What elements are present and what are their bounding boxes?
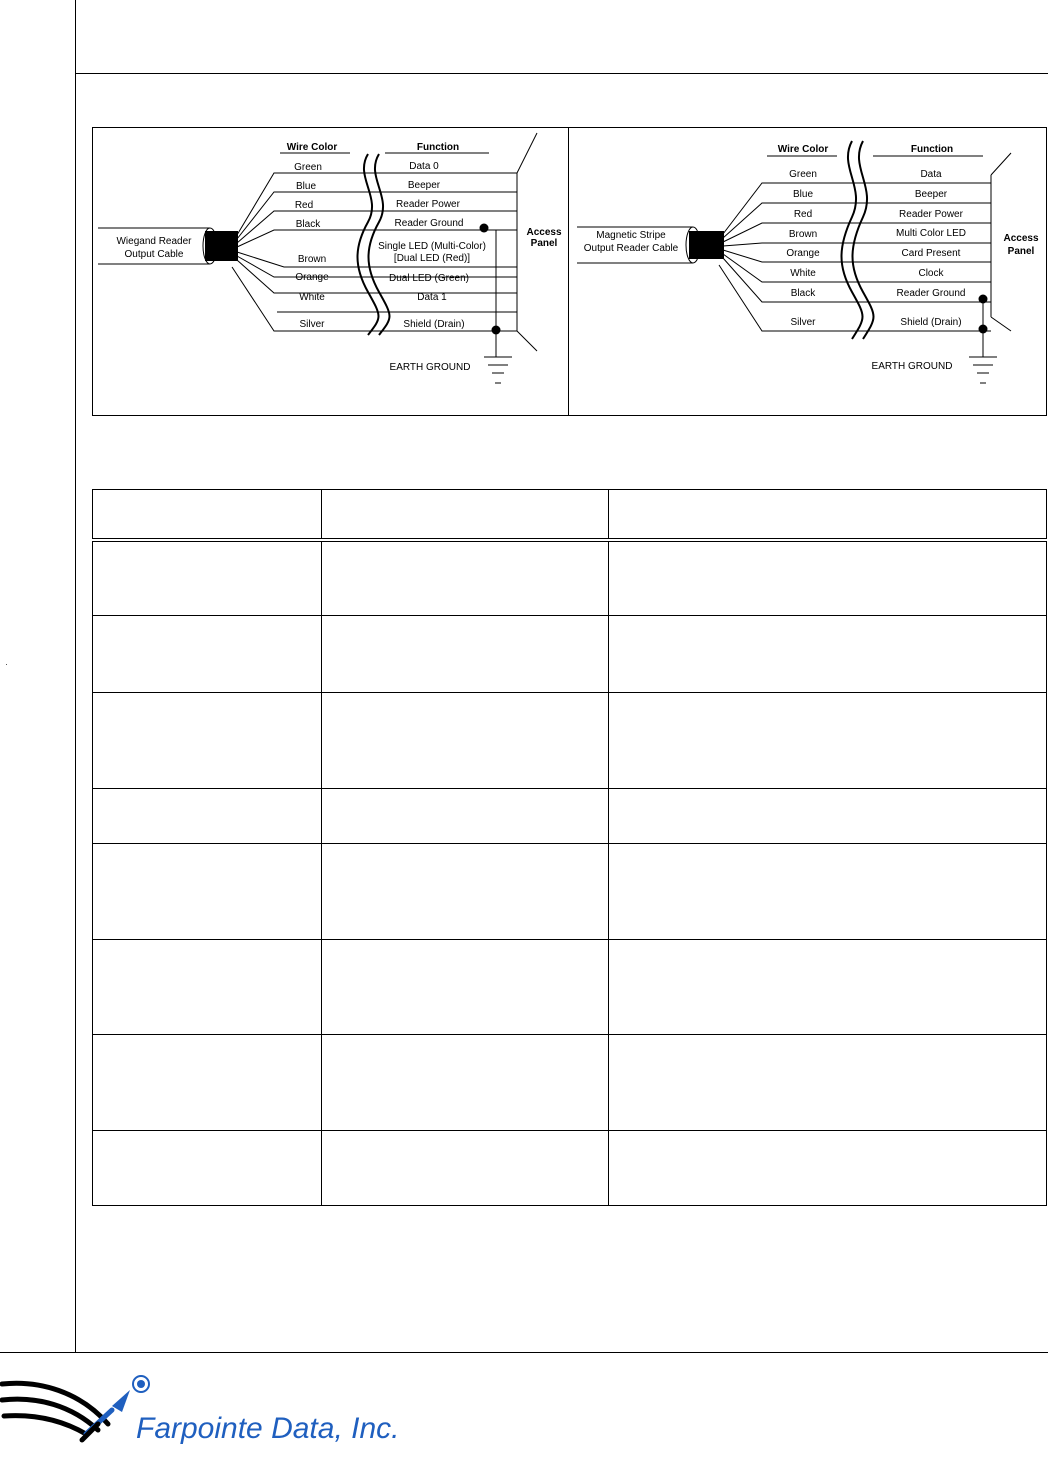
wire-color-label: Blue <box>295 181 317 192</box>
function-label: Card Present <box>901 248 961 259</box>
wiegand-wiring-diagram <box>92 127 568 416</box>
table-cell <box>322 540 609 615</box>
table-cell <box>322 843 609 939</box>
table-row <box>93 692 1047 788</box>
table-row <box>93 939 1047 1034</box>
table-cell <box>93 1130 322 1205</box>
function-label: Reader Ground <box>896 288 966 299</box>
wire-color-label: Blue <box>792 189 814 200</box>
table-cell <box>93 540 322 615</box>
magstripe-wiring-diagram <box>569 127 1047 416</box>
table-cell <box>322 1130 609 1205</box>
table-cell <box>609 1034 1047 1130</box>
table-header-cell <box>609 490 1047 541</box>
earth-ground-label: EARTH GROUND <box>389 362 471 373</box>
function-label: Data 0 <box>409 161 439 172</box>
cable-label: Magnetic Stripe <box>596 230 666 241</box>
table-header-cell <box>93 490 322 541</box>
wire-color-label: Green <box>789 169 817 180</box>
function-label: Data 1 <box>417 292 447 303</box>
header-wire-color: Wire Color <box>777 144 829 155</box>
header-function: Function <box>416 142 460 153</box>
wire-color-label: Brown <box>297 254 327 265</box>
header-rule <box>75 73 1048 74</box>
company-name: Farpointe Data, Inc. <box>136 1412 400 1445</box>
table-cell <box>609 843 1047 939</box>
company-logo <box>0 1362 420 1452</box>
function-label: Shield (Drain) <box>403 319 465 330</box>
wire-color-label: Red <box>793 209 813 220</box>
table-cell <box>322 1034 609 1130</box>
footer-rule <box>0 1352 1048 1353</box>
panel-label: Panel <box>1007 246 1035 257</box>
wire-color-label: Black <box>790 288 816 299</box>
function-label: Multi Color LED <box>895 228 967 239</box>
panel-label: Access <box>526 227 562 238</box>
function-label: Beeper <box>407 180 441 191</box>
wire-table <box>92 489 1047 1206</box>
table-cell <box>609 788 1047 843</box>
table-cell <box>322 939 609 1034</box>
function-label: Beeper <box>914 189 948 200</box>
table-cell <box>93 843 322 939</box>
cable-label: Output Reader Cable <box>583 243 679 254</box>
table-cell <box>93 615 322 692</box>
function-label: Data <box>920 169 942 180</box>
table-header-cell <box>322 490 609 541</box>
wire-color-label: White <box>790 268 816 279</box>
left-margin-rule <box>75 0 76 1352</box>
margin-mark <box>6 664 7 665</box>
table-cell <box>609 1130 1047 1205</box>
function-label: Reader Power <box>899 209 963 220</box>
panel-label: Access <box>1003 233 1039 244</box>
cable-label: Output Cable <box>124 249 184 260</box>
table-cell <box>93 788 322 843</box>
function-label: Shield (Drain) <box>900 317 962 328</box>
table-cell <box>609 615 1047 692</box>
table-cell <box>609 540 1047 615</box>
wire-color-label: Silver <box>299 319 325 330</box>
table-cell <box>322 788 609 843</box>
table-row <box>93 540 1047 615</box>
table-header-row <box>93 490 1047 541</box>
cable-label: Wiegand Reader <box>116 236 192 247</box>
wire-color-label: Green <box>294 162 322 173</box>
table-cell <box>322 692 609 788</box>
wire-color-label: Orange <box>786 248 820 259</box>
wire-color-label: Black <box>295 219 321 230</box>
function-label: Reader Power <box>396 199 460 210</box>
function-label: Clock <box>918 268 944 279</box>
function-label: Reader Ground <box>394 218 464 229</box>
table-row <box>93 615 1047 692</box>
wire-color-label: Brown <box>788 229 818 240</box>
wire-color-label: Orange <box>295 272 329 283</box>
function-label: Dual LED (Green) <box>388 273 470 284</box>
table-cell <box>322 615 609 692</box>
wire-color-label: Red <box>294 200 314 211</box>
table-cell <box>93 1034 322 1130</box>
function-label: Single LED (Multi-Color) <box>378 241 486 252</box>
table-row <box>93 788 1047 843</box>
wire-color-label: White <box>299 292 325 303</box>
earth-ground-label: EARTH GROUND <box>871 361 953 372</box>
header-wire-color: Wire Color <box>286 142 338 153</box>
header-function: Function <box>910 144 954 155</box>
table-row <box>93 1130 1047 1205</box>
table-cell <box>609 692 1047 788</box>
panel-label: Panel <box>530 238 558 249</box>
table-cell <box>609 939 1047 1034</box>
table-row <box>93 1034 1047 1130</box>
table-cell <box>93 939 322 1034</box>
table-cell <box>93 692 322 788</box>
wire-color-label: Silver <box>790 317 816 328</box>
table-row <box>93 843 1047 939</box>
function-label: [Dual LED (Red)] <box>393 253 471 264</box>
